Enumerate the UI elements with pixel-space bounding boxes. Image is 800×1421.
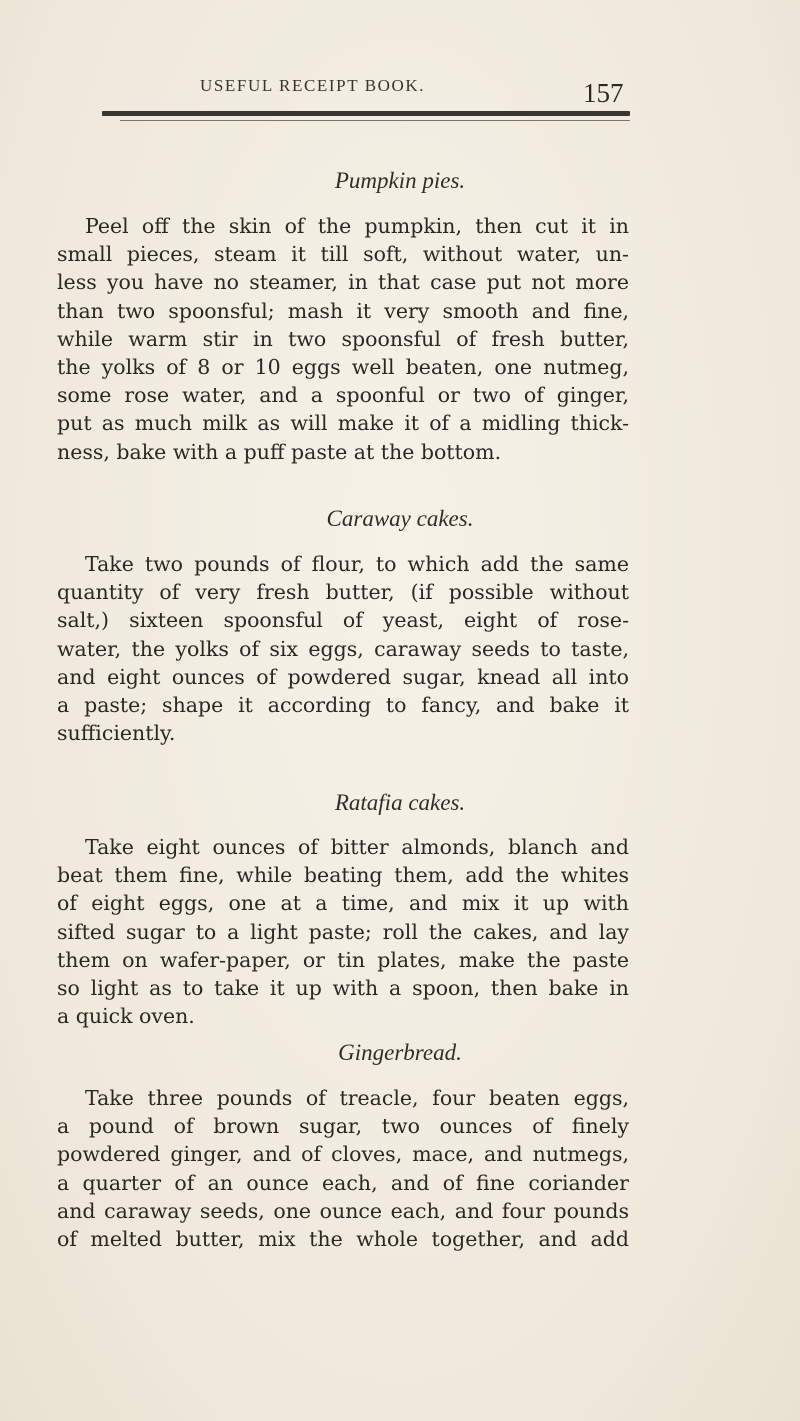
recipe-title-caraway-cakes: Caraway cakes.	[326, 506, 474, 531]
text-line: small pieces, steam it till soft, without water, un-	[57, 242, 629, 267]
text-line: than two spoonsful; mash it very smooth and fine,	[57, 298, 629, 323]
text-line: a quarter of an ounce each, and of fine coriander	[57, 1170, 629, 1195]
page-number: 157	[583, 78, 624, 108]
text-line: a paste; shape it according to fancy, and bake it	[57, 693, 629, 718]
text-line: of eight eggs, one at a time, and mix it up with	[57, 891, 629, 916]
text-line: them on wafer-paper, or tin plates, make the paste	[57, 947, 629, 972]
text-line: water, the yolks of six eggs, caraway seeds to taste,	[57, 636, 629, 661]
text-line: Peel off the skin of the pumpkin, then cut it in	[85, 214, 629, 238]
text-line: Take two pounds of flour, to which add the same	[85, 552, 629, 576]
recipe-body-gingerbread	[57, 1084, 629, 1253]
recipe-title-gingerbread: Gingerbread.	[338, 1040, 462, 1065]
text-line: beat them fine, while beating them, add the whites	[57, 863, 629, 888]
text-line: less you have no steamer, in that case put not more	[57, 270, 629, 295]
text-line: and eight ounces of powdered sugar, knead all into	[57, 664, 629, 689]
running-head: USEFUL RECEIPT BOOK.	[200, 76, 426, 95]
text-line: so light as to take it up with a spoon, then bake in	[57, 976, 629, 1001]
text-line: Take eight ounces of bitter almonds, blanch and	[85, 835, 629, 859]
recipe-title-pumpkin-pies: Pumpkin pies.	[334, 168, 466, 193]
text-line: ness, bake with a puff paste at the bottom.	[57, 439, 502, 464]
text-line: a quick oven.	[57, 1004, 195, 1029]
header-rule-thin	[120, 120, 630, 121]
text-line: quantity of very fresh butter, (if possible without	[57, 580, 629, 605]
text-line: powdered ginger, and of cloves, mace, and nutmegs,	[57, 1142, 629, 1167]
text-line: put as much milk as will make it of a midling thick-	[57, 411, 629, 436]
text-line: while warm stir in two spoonsful of fresh butter,	[57, 326, 629, 351]
text-line: of melted butter, mix the whole together, and add	[57, 1227, 629, 1252]
text-line: Take three pounds of treacle, four beaten eggs,	[85, 1086, 629, 1110]
recipe-body-caraway-cakes	[57, 550, 629, 747]
text-line: some rose water, and a spoonful or two of ginger,	[57, 383, 629, 408]
text-line: and caraway seeds, one ounce each, and four pounds	[57, 1198, 629, 1223]
text-line: sufficiently.	[57, 721, 176, 746]
text-line: the yolks of 8 or 10 eggs well beaten, one nutmeg,	[57, 355, 629, 380]
recipe-title-ratafia-cakes: Ratafia cakes.	[334, 790, 466, 815]
header-rule	[102, 111, 630, 116]
text-line: sifted sugar to a light paste; roll the cakes, and lay	[57, 919, 629, 944]
recipe-body-ratafia-cakes	[57, 833, 629, 1030]
text-line: a pound of brown sugar, two ounces of finely	[57, 1114, 629, 1139]
recipe-body-pumpkin-pies	[57, 212, 629, 466]
text-line: salt,) sixteen spoonsful of yeast, eight of rose-	[57, 608, 629, 633]
